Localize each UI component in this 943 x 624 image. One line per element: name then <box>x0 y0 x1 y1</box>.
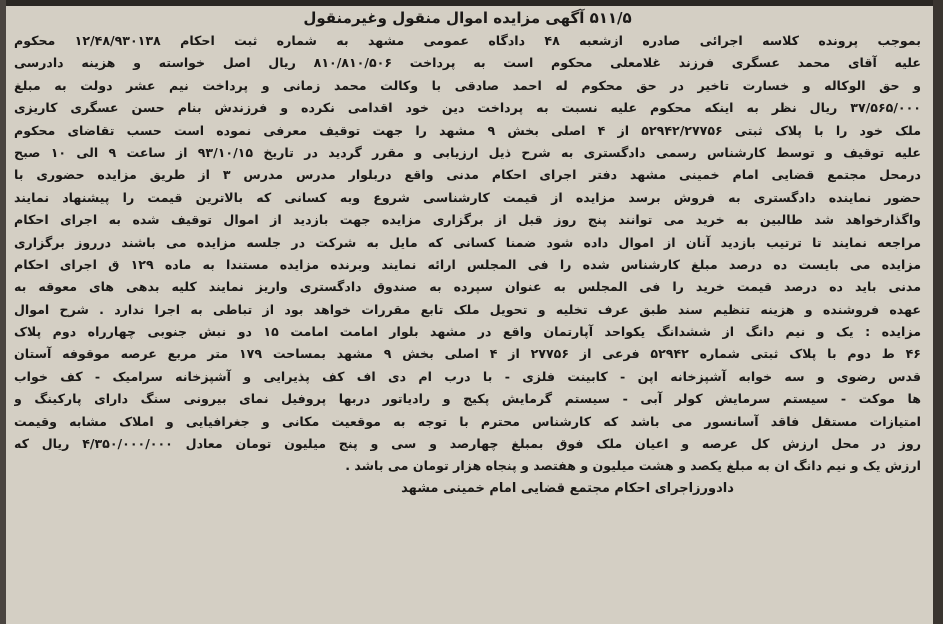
notice-line: قدس رضوی و سه خوابه آشپزخانه اپن - کابینت فلزی - با درب ام دی اف کف پذیرایی و آشپزخانه سرامیک - کف خواب <box>14 368 921 384</box>
notice-line: علیه توقیف و توسط کارشناس رسمی دادگستری به شرح ذیل ارزیابی و مقرر گردید در تاریخ ۹۳/۱۰/۱۵ از ساعت ۹ الی ۱۰ صبح <box>14 144 921 160</box>
notice-line: علیه آقای محمد عسگری فرزند غلامعلی محکوم است به پرداخت ۸۱۰/۸۱۰/۵۰۶ ریال اصل خواسته و هزینه دادرسی <box>14 55 921 71</box>
right-border-rule <box>933 0 943 624</box>
notice-line: و حق الوکاله و خسارت تاخیر در حق محکوم له احمد صادقی با وکالت محمد زمانی و پرداخت نیم عشر دولت به مبلغ <box>14 77 921 93</box>
auction-notice <box>14 6 921 624</box>
notice-line: مزایده : یک و نیم دانگ از ششدانگ یکواحد آپارتمان واقع در مشهد بلوار امامت امامت ۱۵ دو نبش جنوبی چهارراه دوم پلاک <box>14 324 921 340</box>
notice-line: مدنی باید ده درصد قیمت خرید را فی المجلس به عنوان سپرده به صندوق دادگستری واریز نمایند کلیه بدهی های معوقه به <box>14 279 921 295</box>
notice-line: ۳۷/۵۶۵/۰۰۰ ریال نظر به اینکه محکوم علیه نسبت به پرداخت دین خود اقدامی نکرده و فرزندش بنام حسن عسگری کاریزی <box>14 100 921 116</box>
notice-line: مراجعه نمایند تا ترتیب بازدید آنان از اموال داده شود ضمنا کسانی که مایل به شرکت در جلسه مزایده می باشند درروز برگزاری <box>14 234 921 250</box>
notice-line: واگذارخواهد شد طالبین به خرید می توانند پنج روز قبل از برگزاری مزایده جهت بازدید از اموال توقیف شده به اجرای احکام <box>14 212 921 228</box>
notice-body <box>14 30 921 478</box>
notice-line: عهده فروشنده و هزینه تنظیم سند طبق عرف تخلیه و تحویل ملک تابع مقررات خواهد بود از تباطی به اجرا ندارد . شرح اموال <box>14 301 921 317</box>
notice-line: درمحل مجتمع قضایی امام خمینی مشهد دفتر اجرای احکام مدنی واقع دربلوار مدرس مدرس ۳ از طریق مزایده حضوری با <box>14 167 921 183</box>
notice-line: ۴۶ ط دوم با پلاک ثبتی شماره ۵۲۹۴۲ فرعی از ۲۷۷۵۶ از ۴ اصلی بخش ۹ مشهد بمساحت ۱۷۹ متر مربع عرصه موقوفه آستان <box>14 346 921 362</box>
notice-title: ۵۱۱/۵ آگهی مزایده اموال منقول وغیرمنقول <box>303 9 632 27</box>
notice-line: امتیازات مستقل فاقد آسانسور می باشد که کارشناس محترم با توجه به موقعیت مکانی و جغرافیایی و املاک مشابه وقیمت <box>14 413 921 429</box>
notice-line: ملک خود را با پلاک ثبتی ۵۲۹۴۲/۲۷۷۵۶ از ۴ اصلی بخش ۹ مشهد را جهت توقیف معرفی نموده است حسب تقاضای محکوم <box>14 122 921 138</box>
notice-line: ارزش یک و نیم دانگ ان به مبلغ یکصد و هشت میلیون و هفتصد و پنجاه هزار تومان می باشد . <box>345 458 921 474</box>
notice-line: روز در محل ارزش کل عرصه و اعیان ملک فوق بمبلغ چهارصد و سی و پنج میلیون تومان معادل ۴/۳۵۰/۰۰۰/۰۰۰ ریال که <box>14 436 921 452</box>
notice-signature: دادورزاجرای احکام مجتمع قضایی امام خمینی مشهد <box>401 480 734 496</box>
notice-line: ها موکت - سیستم سرمایش کولر آبی - سیستم گرمایش پکیج و رادیاتور دربها پروفیل نمای بیرونی سنگ دارای پارکینگ و <box>14 391 921 407</box>
notice-line: حضور نماینده دادگستری به فروش برسد مزایده از قیمت کارشناسی شروع وبه کسانی که بالاترین قیمت را پیشنهاد نمایند <box>14 189 921 205</box>
left-border-rule <box>0 0 6 624</box>
notice-line: بموجب پرونده کلاسه اجرائی صادره ازشعبه ۴۸ دادگاه عمومی مشهد به شماره ثبت احکام ۱۲/۴۸/۹۳۰۱۳۸ محکوم <box>14 33 921 48</box>
notice-line: مزایده می بایست ده درصد مبلغ کارشناس شده را فی المجلس ارائه نمایند وبرنده مزایده مستندا به ماده ۱۲۹ ق اجرای احکام <box>14 256 921 272</box>
